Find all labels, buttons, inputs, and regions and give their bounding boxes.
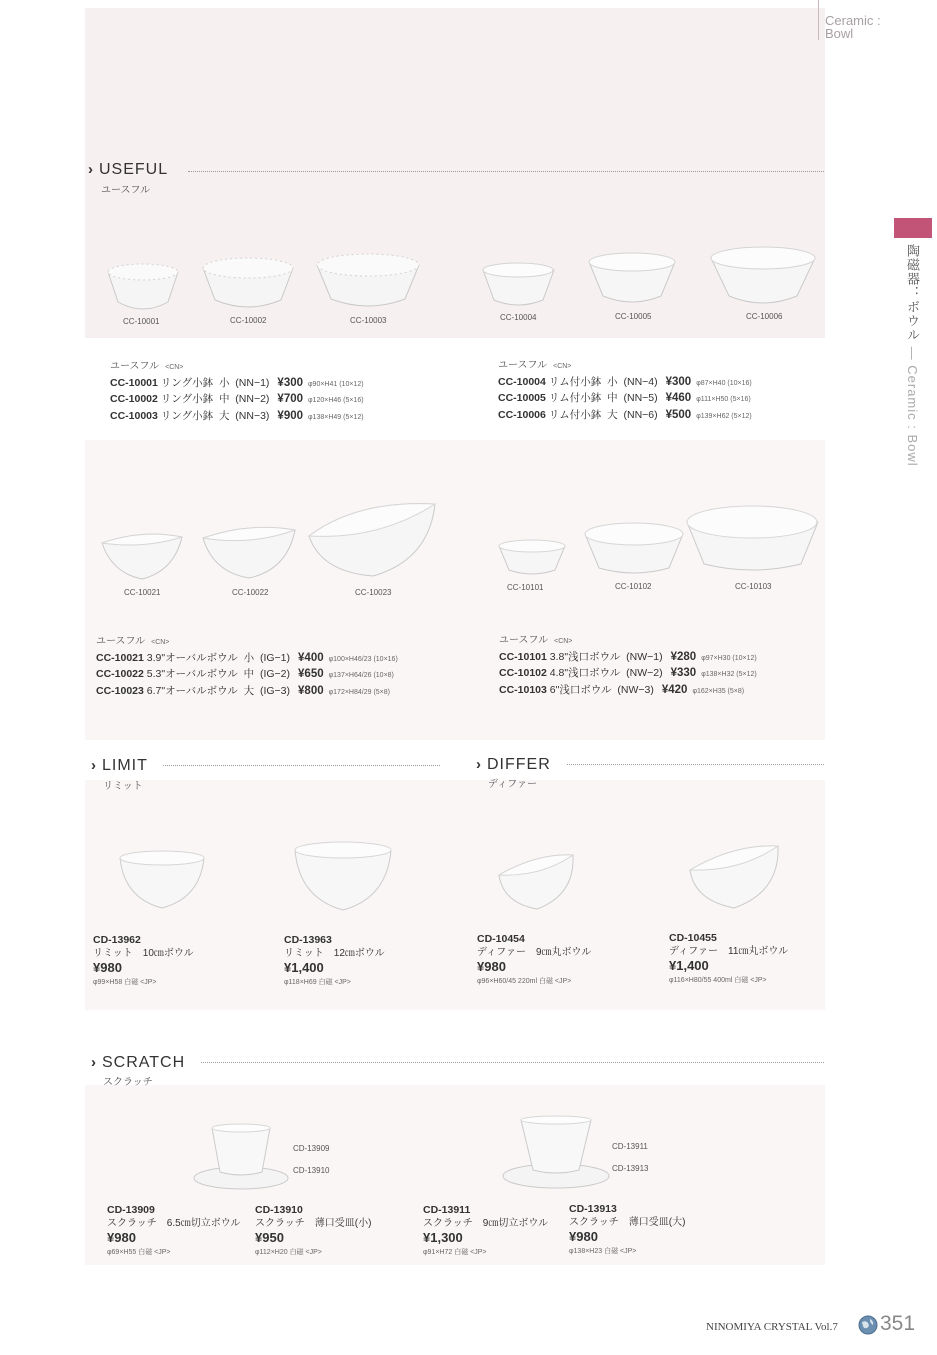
- product-caption-cd-10454: CD-10454 ディファー 9㎝丸ボウル ¥980 φ96×H60/45 220ml 白磁 <JP>: [477, 933, 592, 985]
- section-divider: [188, 171, 824, 172]
- header-rule: [818, 0, 819, 40]
- spec-table-group-c: ユースフル <CN> CC-10021 3.9"オーバルボウル 小 (IG−1) ¥400 φ100×H46/23 (10×16) CC-10022 5.3"オーバルボウル 中 (IG−2) ¥650 φ137×H64/26 (10×8) CC-10023 6.7"オーバルボウル 大 (IG−3) ¥800 φ172×H84/29 (5×8): [96, 634, 398, 700]
- product-code-label: CD-13911: [612, 1142, 648, 1151]
- spec-table-group-d: ユースフル <CN> CC-10101 3.8"浅口ボウル (NW−1) ¥280 φ97×H30 (10×12) CC-10102 4.8"浅口ボウル (NW−2) ¥330 φ138×H32 (5×12) CC-10103 6"浅口ボウル (NW−3) ¥420 φ162×H35 (5×8): [499, 633, 757, 699]
- side-tab: [894, 218, 932, 238]
- spec-row: CC-10103 6"浅口ボウル (NW−3) ¥420 φ162×H35 (5×8): [499, 683, 745, 696]
- section-divider: [567, 764, 824, 765]
- spec-row: CC-10021 3.9"オーバルボウル 小 (IG−1) ¥400 φ100×H46/23 (10×16): [96, 651, 398, 664]
- product-code-label: CC-10102: [615, 582, 652, 591]
- side-index-text: 陶磁器：ボウル — Ceramic : Bowl: [905, 244, 920, 467]
- chevron-right-icon: ›: [91, 757, 97, 774]
- product-image-cc-10102: [583, 520, 685, 578]
- section-title-limit: › LIMIT: [91, 757, 148, 774]
- spec-row: CC-10003 リング小鉢 大 (NN−3) ¥900 φ138×H49 (5×12): [110, 409, 364, 422]
- footer-brand: NINOMIYA CRYSTAL Vol.7: [706, 1321, 838, 1333]
- section-title-useful: › USEFUL: [88, 161, 169, 178]
- product-caption-cd-13910: CD-13910 スクラッチ 薄口受皿(小) ¥950 φ112×H20 白磁 <JP>: [255, 1204, 372, 1256]
- spec-row: CC-10001 リング小鉢 小 (NN−1) ¥300 φ90×H41 (10×12): [110, 376, 364, 389]
- section-divider: [163, 765, 440, 766]
- product-code-label: CC-10101: [507, 583, 544, 592]
- product-code-label: CC-10002: [230, 316, 267, 325]
- section-divider: [201, 1062, 824, 1063]
- product-code-label: CD-13909: [293, 1144, 330, 1153]
- product-image-cc-10005: [587, 248, 677, 308]
- spec-row: CC-10006 リム付小鉢 大 (NN−6) ¥500 φ139×H62 (5×12): [498, 408, 752, 421]
- product-image-cd-13963: [293, 840, 393, 912]
- product-code-label: CC-10021: [124, 588, 161, 597]
- product-code-label: CC-10006: [746, 312, 783, 321]
- product-code-label: CC-10022: [232, 588, 269, 597]
- product-image-cc-10002: [199, 252, 297, 314]
- product-image-cc-10004: [481, 258, 556, 310]
- product-code-label: CC-10003: [350, 316, 387, 325]
- product-image-cc-10006: [709, 242, 817, 310]
- product-image-cc-10021: [100, 525, 184, 583]
- product-code-label: CC-10001: [123, 317, 160, 326]
- product-image-cc-10022: [201, 518, 297, 582]
- product-code-label: CC-10005: [615, 312, 652, 321]
- section-subtitle-scratch: スクラッチ: [103, 1077, 153, 1088]
- spec-table-group-a: ユースフル <CN> CC-10001 リング小鉢 小 (NN−1) ¥300 φ90×H41 (10×12) CC-10002 リング小鉢 中 (NN−2) ¥700 φ120×H46 (5×16) CC-10003 リング小鉢 大 (NN−3) ¥900 φ138×H49 (5×12): [110, 359, 364, 425]
- product-caption-cd-10455: CD-10455 ディファー 11㎝丸ボウル ¥1,400 φ116×H80/55 400ml 白磁 <JP>: [669, 932, 789, 984]
- page-number: 351: [880, 1312, 916, 1335]
- spec-row: CC-10022 5.3"オーバルボウル 中 (IG−2) ¥650 φ137×H64/26 (10×8): [96, 668, 394, 680]
- product-code-label: CC-10004: [500, 313, 537, 322]
- product-code-label: CC-10103: [735, 582, 772, 591]
- product-code-label: CC-10023: [355, 588, 392, 597]
- chevron-right-icon: ›: [88, 161, 94, 178]
- product-image-cc-10101: [497, 538, 567, 578]
- chevron-right-icon: ›: [476, 756, 482, 773]
- section-title-differ: › DIFFER: [476, 756, 551, 773]
- section-subtitle-limit: リミット: [103, 781, 143, 792]
- spec-row: CC-10005 リム付小鉢 中 (NN−5) ¥460 φ111×H50 (5×16): [498, 392, 751, 404]
- spec-row: CC-10102 4.8"浅口ボウル (NW−2) ¥330 φ138×H32 (5×12): [499, 667, 757, 679]
- product-image-cd-13911-cd-13913: [501, 1114, 611, 1190]
- spec-row: CC-10023 6.7"オーバルボウル 大 (IG−3) ¥800 φ172×H84/29 (5×8): [96, 684, 390, 697]
- product-image-cd-10455: [688, 842, 780, 910]
- product-caption-cd-13909: CD-13909 スクラッチ 6.5㎝切立ボウル ¥980 φ69×H55 白磁 <JP>: [107, 1204, 241, 1256]
- section-title-scratch: › SCRATCH: [91, 1054, 186, 1071]
- chevron-right-icon: ›: [91, 1054, 97, 1071]
- product-caption-cd-13913: CD-13913 スクラッチ 薄口受皿(大) ¥980 φ138×H23 白磁 <JP>: [569, 1203, 686, 1255]
- category-label: Ceramic : Bowl: [825, 13, 881, 41]
- product-caption-cd-13963: CD-13963 リミット 12㎝ボウル ¥1,400 φ118×H69 白磁 <JP>: [284, 934, 385, 986]
- spec-row: CC-10004 リム付小鉢 小 (NN−4) ¥300 φ87×H40 (10×16): [498, 375, 752, 388]
- section-subtitle-useful: ユースフル: [101, 185, 151, 196]
- product-code-label: CD-13910: [293, 1166, 330, 1175]
- spec-row: CC-10101 3.8"浅口ボウル (NW−1) ¥280 φ97×H30 (10×12): [499, 650, 757, 663]
- spec-table-group-b: ユースフル <CN> CC-10004 リム付小鉢 小 (NN−4) ¥300 φ87×H40 (10×16) CC-10005 リム付小鉢 中 (NN−5) ¥460 φ111×H50 (5×16) CC-10006 リム付小鉢 大 (NN−6) ¥500 φ139×H62 (5×12): [498, 358, 752, 424]
- product-caption-cd-13962: CD-13962 リミット 10㎝ボウル ¥980 φ99×H58 白磁 <JP>: [93, 934, 194, 986]
- section-subtitle-differ: ディファー: [488, 779, 537, 790]
- product-image-cc-10023: [307, 496, 439, 580]
- product-image-cd-10454: [497, 851, 575, 911]
- product-image-cc-10001: [104, 258, 182, 316]
- product-image-cc-10103: [685, 502, 820, 576]
- product-image-cc-10003: [313, 247, 423, 313]
- product-image-cd-13909-cd-13910: [192, 1122, 290, 1192]
- product-image-cd-13962: [118, 848, 206, 910]
- product-caption-cd-13911: CD-13911 スクラッチ 9㎝切立ボウル ¥1,300 φ91×H72 白磁 <JP>: [423, 1204, 549, 1256]
- globe-icon: [858, 1315, 878, 1335]
- product-code-label: CD-13913: [612, 1164, 649, 1173]
- spec-row: CC-10002 リング小鉢 中 (NN−2) ¥700 φ120×H46 (5×16): [110, 393, 364, 405]
